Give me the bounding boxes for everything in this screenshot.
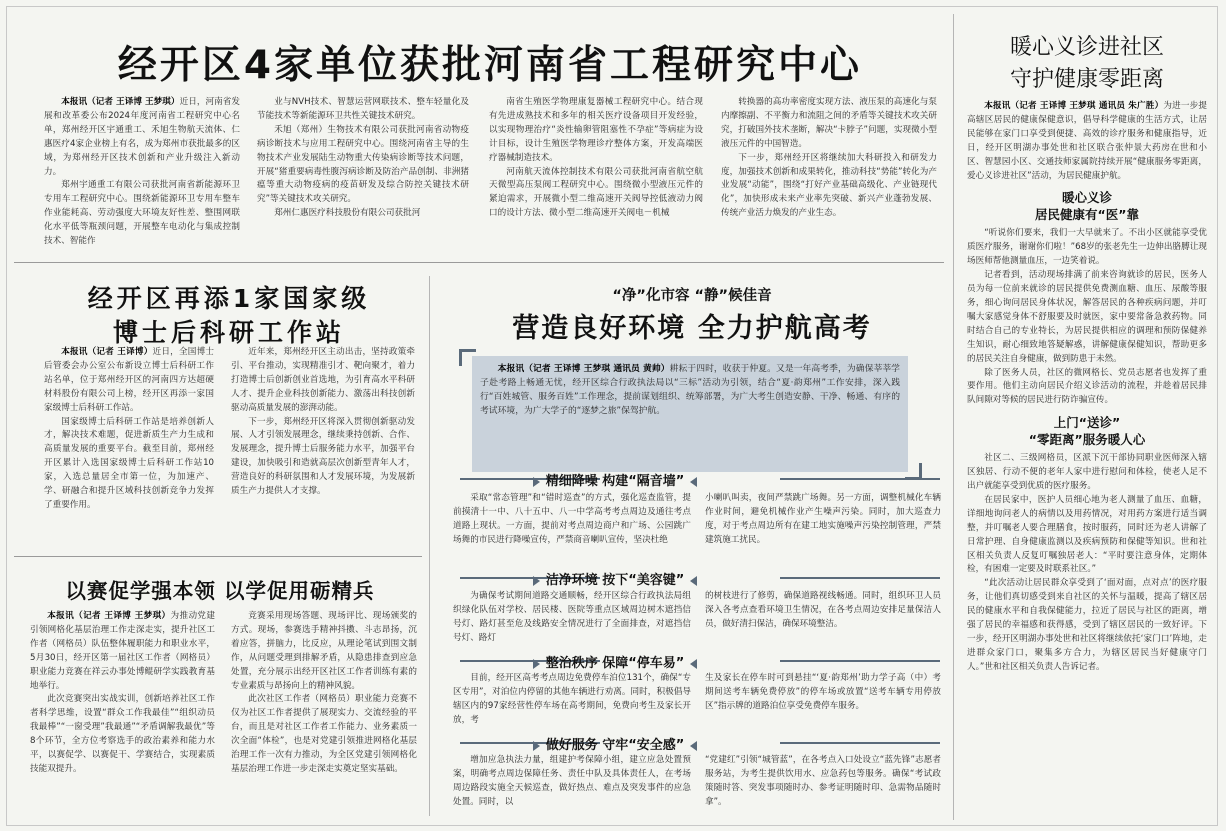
story1-para: 本报讯（记者 王译博 王梦琪）近日，河南省发展和改革委公布2024年度河南省工程研究中心名单，郑州经开区宇通重工、禾旭生物航天流体、仁惠医疗4家企业榜上有名，成为郑州市获批最多的区域，为郑州经开区技术创新和产业升级注入新动力。 xyxy=(44,97,240,177)
sidebar-byline: 本报讯（记者 王译博 王梦琪 通讯员 朱广胜） xyxy=(984,101,1164,111)
sidebar-headline-line2: 守护健康零距离 xyxy=(1009,67,1164,92)
divider-line xyxy=(14,262,944,263)
intro-box-corner xyxy=(459,349,476,366)
story1-col1 xyxy=(44,96,240,248)
triangle-icon xyxy=(533,477,540,487)
triangle-icon xyxy=(533,576,540,586)
section-deco-line xyxy=(780,742,940,744)
story1-col3 xyxy=(489,96,703,248)
section-text: 目前，经开区高考考点周边免费停车泊位131个，确保“专区专用”，对泊位内停留的其他车辆进行劝离。同时，积极倡导辖区内的97家经营性停车场在高考期间，免费向考生及家长开放，考 xyxy=(453,673,691,725)
sidebar-para: “听说你们要来，我们一大早就来了。不出小区就能享受优质医疗服务，谢谢你们啦！”68岁的张老先生一边伸出胳膊让现场医师帮他测量血压，一边笑着说。 xyxy=(967,228,1207,267)
sidebar-para: “此次活动让居民群众享受到了‘面对面，点对点’的医疗服务，让他们真切感受到来自社区的关怀与温暖，提高了辖区居民的健康水平和自我保健能力，拉近了居民与社区的距离，增强了居民的幸福感和获得感，受到了辖区居民的一致好评。下一步，经开区明湖办事处世和社区将继续依托‘家门口’阵地，走进群众家门口，聚集多方合力，为辖区居民当好健康守门人。”世和社区相关负责人告诉记者。 xyxy=(967,578,1207,672)
story3-col2 xyxy=(231,610,417,820)
section-text: “党建红”引领“城管蓝”，在各考点入口处设立“蓝先锋”志愿者服务站，为考生提供饮用水、应急药包等服务。确保“考试政策随时答、突发事项随时办、参考证明随时印、急需物品随时拿”。 xyxy=(705,755,941,807)
triangle-icon xyxy=(533,659,540,669)
triangle-icon xyxy=(690,576,697,586)
story3-para: 本报讯（记者 王译博 王梦琪）为推动党建引领网格化基层治理工作走深走实，提升社区工作者（网格员）队伍整体履职能力和职业水平，5月30日，经开区第一届社区工作者（网格员）职业能力竞赛在祥云办事处博鲲研学实践教育基地举行。 xyxy=(30,611,215,691)
section4-title: 做好服务 守牢“安全感” xyxy=(455,734,775,753)
story1-para: 郑州宇通重工有限公司获批河南省新能源环卫专用车工程研究中心。围绕新能源环卫专用车整车作业能耗高、劳动强度大环境友好性差、整围网联化水平低等瓶颈问题，开展整车电动化与集成控制技术、智能作 xyxy=(44,180,240,247)
section4-right xyxy=(705,754,941,824)
feature-headline: 营造良好环境 全力护航高考 xyxy=(512,313,872,344)
section-text: 的树枝进行了修剪，确保道路视线畅通。同时，组织环卫人员深入各考点查看环境卫生情况，在各考点周边安排足量保洁人员，做好清扫保洁，确保环境整洁。 xyxy=(705,591,941,629)
sidebar-para: 社区二、三级网格员，区派下沉干部协同职业医师深入辖区独居、行动不便的老年人家中进行慰问和体检，使老人足不出户就能享受到优质的医疗服务。 xyxy=(967,453,1207,492)
sidebar-subhead-2: 上门“送诊” “零距离”服务暖人心 xyxy=(1028,415,1146,448)
section-deco-line xyxy=(780,577,940,579)
story3-col1 xyxy=(30,610,215,820)
section-text: 增加应急执法力量，组建护考保障小组，建立应急处置预案，明确考点周边保障任务、责任中队及具体责任人，在考场周边路段实施全天候巡查，做好热点、难点及突发事件的应急处置。同时，以 xyxy=(453,755,691,807)
section3-title: 整治秩序 保障“停车易” xyxy=(455,652,775,671)
section2-title: 洁净环境 按下“美容键” xyxy=(455,569,775,588)
story2-col2 xyxy=(231,346,415,542)
section-deco-line xyxy=(780,660,940,662)
story3-para: 此次竞赛突出实战实训，创新培养社区工作者科学思维，设置“群众工作我最佳”“组织动员我最棒”“一窗受理”我最通”“矛盾调解我最优”等8个环节，全方位考察选手的政治素养和能力水平，以赛促学、以赛促干、学赛结合，实现素质技能双提升。 xyxy=(30,694,215,774)
triangle-icon xyxy=(690,741,697,751)
column-divider xyxy=(429,276,430,816)
section2-right xyxy=(705,590,941,646)
feature-intro-box xyxy=(472,356,908,472)
section2-left xyxy=(453,590,691,646)
story2-para: 国家级博士后科研工作站是培养创新人才，解决技术难题，促进新质生产力生成和高质量发展的重要平台。截至目前，郑州经开区累计入选国家级博士后科研工作站10家，入选总量居全市第一位，为加速产、学、研融合和提升区域科技创新竞争力发挥了重要作用。 xyxy=(44,416,214,510)
story3-para: 此次社区工作者（网格员）职业能力竞赛不仅为社区工作者提供了展现实力、交流经验的平台，而且是对社区工作者工作能力、业务素质一次全面“体检”，也是对党建引领推进网格化基层治理工作一次有力推动，为全区党建引领网格化基层治理工作进一步走深走实奠定坚实基础。 xyxy=(231,694,417,774)
story1-headline: 经开区4家单位获批河南省工程研究中心 xyxy=(117,43,863,88)
section-text: 小喇叭叫卖，夜间严禁跳广场舞。另一方面，调整机械化车辆作业时间，避免机械作业产生噪声污染。同时，加大巡查力度，对于考点周边所有在建工地实施噪声污染控制管理，严禁建筑施工扰民。 xyxy=(705,493,941,545)
section-text: 生及家长在停车时可到悬挂“‘夏·韵郑州’助力学子高（中）考期间送考车辆免费停放”的停车场或放置“送考车辆专用停放区”指示牌的道路泊位享受免费停车服务。 xyxy=(705,673,941,711)
section4-left xyxy=(453,754,691,824)
sidebar-headline xyxy=(962,32,1212,96)
story1-col4 xyxy=(721,96,937,248)
triangle-icon xyxy=(533,741,540,751)
story1-para: 南省生殖医学物理康复器械工程研究中心。结合现有先进成熟技术和多年的相关医疗设备项目开发经验，以实现物理治疗“炎性输卵管阻塞性不孕症”等病症为设计目标，设计生殖医学物理诊疗整体方案，开发高端医疗器械制造技术。 xyxy=(489,97,703,163)
story2-headline xyxy=(44,282,414,350)
story2-para: 近年来，郑州经开区主动出击，坚持政策牵引、平台推动，实现精准引才、靶向聚才，着力打造博士后创新创业首选地，为引育高水平科研人才、提升企业科技创新能力、激荡出科技创新驱动高质量发展的澎湃动能。 xyxy=(231,347,415,413)
section3-left xyxy=(453,672,691,728)
column-divider xyxy=(953,14,954,820)
sidebar-subhead-1: 暖心义诊 居民健康有“医”靠 xyxy=(1035,190,1139,223)
story2-headline-line2: 博士后科研工作站 xyxy=(112,318,345,347)
sidebar-lead: 本报讯（记者 王译博 王梦琪 通讯员 朱广胜）为进一步提高辖区居民的健康保健意识，倡导科学健康的生活方式，让居民能够在家门口享受到便捷、高效的诊疗服务和健康指导，近日，经开区明湖办事处世和社区联合张仲景大药房在世和小区、智慧园小区、交通技师家属院持续开展“健康服务零距离，爱心义诊进社区”活动，为居民健康护航。 xyxy=(967,101,1207,181)
story2-col1 xyxy=(44,346,214,542)
triangle-icon xyxy=(690,477,697,487)
story1-para: 禾旭（郑州）生物技术有限公司获批河南省动物疫病诊断技术与应用工程研究中心。围绕河南省主导的生物技术产业发展陆生动物重大传染病诊断等技术问题，开展“猪重要病毒性腹泻病诊断及防治产品创制、非洲猪瘟等重大动物疫病的疫苗研发及综合防控关键技术研究”等关键技术攻关研究。 xyxy=(257,124,469,205)
section1-left xyxy=(453,492,691,562)
story1-byline: 本报讯（记者 王译博 王梦琪） xyxy=(61,97,180,107)
story3-byline: 本报讯（记者 王译博 王梦琪） xyxy=(47,611,171,621)
story1-para: 郑州仁惠医疗科技股份有限公司获批河 xyxy=(274,208,421,219)
story1-para: 河南航天流体控制技术有限公司获批河南省航空航天微型高压泵阀工程研究中心。围绕微小型液压元件的紧迫需求，开展微小型二维高速开关阀导控低液动力阀口的设计方法、微小型二维高速开关阀电－机械 xyxy=(489,166,703,219)
story1-para: 转换器的高功率密度实现方法、液压泵的高速化与泵内摩擦副、不平衡力和流阻之间的矛盾等关键技术攻关研究，打破国外技术垄断，解决“卡脖子”问题，实现微小型液压元件的中国智造。 xyxy=(721,97,937,149)
divider-line xyxy=(14,556,422,557)
sidebar-headline-line1: 暖心义诊进社区 xyxy=(1009,35,1164,60)
section1-title: 精细降噪 构建“隔音墙” xyxy=(455,470,775,489)
story2-headline-line1: 经开区再添1家国家级 xyxy=(87,284,371,313)
section-deco-line xyxy=(780,478,940,480)
sidebar-para: 记者看到，活动现场排满了前来咨询就诊的居民，医务人员为每一位前来就诊的居民提供免费测血糖、血压、尿酸等服务，细心询问居民身体状况，解答居民的各种疾病问题，并叮嘱大家感觉身体不舒服要及时就医，家中要常备急救药物。同时结合自己的专业特长，为居民提供相应的调理和预防保健养生知识，耐心细致地答疑解惑，讲解健康保健知识，帮助更多的居民关注自身健康，做到防患于未然。 xyxy=(967,270,1207,364)
story1-col2 xyxy=(257,96,469,248)
feature-kicker: “净”化市容 “静”候佳音 xyxy=(612,288,772,304)
triangle-icon xyxy=(690,659,697,669)
section-text: 采取“常态管理”和“错时巡查”的方式，强化巡查监管，提前摸清十一中、八十五中、八一中学高考考点周边及通往考点道路上现状。一方面，提前对考点周边商户和广场、公园跳广场舞的市民进行降噪宣传，严禁商音喇叭宣传，坚决杜绝 xyxy=(453,493,691,545)
section-text: 为确保考试期间道路交通顺畅，经开区综合行政执法局组织绿化队伍对学校、居民楼、医院等重点区域周边树木遮挡信号灯、路灯甚至危及线路安全情况进行了全面排查，对遮挡信号灯、路灯 xyxy=(453,591,691,643)
story1-para: 业与NVH技术、智慧运营网联技术、整车轻量化及节能技术等新能源环卫共性关键技术研究。 xyxy=(257,97,469,121)
story2-para: 本报讯（记者 王译博）近日，全国博士后管委会办公室公布新设立博士后科研工作站名单，位于郑州经开区的河南四方达超硬材料股份有限公司上榜，经开区再添一家国家级博士后科研工作站。 xyxy=(44,347,214,413)
feature-intro: 本报讯（记者 王译博 王梦琪 通讯员 黄帅）耕耘于四时，收获于仲夏。又是一年高考季，为确保莘莘学子赴考路上畅通无忧，经开区综合行政执法局以“三标”活动为引领，结合“夏·韵郑州”工作安排，深入践行“百姓城管、服务百姓”工作理念，提前谋划组织、统筹部署，为广大考生创造安静、干净、畅通、有序的考试环境，为广大学子的“逐梦之旅”保驾护航。 xyxy=(480,364,900,416)
feature-intro-byline: 本报讯（记者 王译博 王梦琪 通讯员 黄帅） xyxy=(497,364,670,374)
story1-para: 下一步，郑州经开区将继续加大科研投入和研发力度，加强技术创新和成果转化，推动科技“势能”转化为产业发展“动能”，围绕“打好产业基础高级化、产业链现代化”，加快形成未来产业率先突破、新兴产业蓬勃发展、传统产业活力焕发的产业生态。 xyxy=(721,152,937,219)
sidebar-para: 在居民家中，医护人员细心地为老人测量了血压、血糖，详细地询问老人的病情以及用药情况，对用药方案进行适当调整，并叮嘱老人要合理膳食，按时服药，同时还为老人讲解了日常护理、自身健康监测以及疾病预防和保健等知识。世和社区相关负责人反复叮嘱独居老人：“平时要注意身体，定期体检，有困难一定要及时联系社区。” xyxy=(967,494,1207,575)
sidebar-para: 除了医务人员，社区的微网格长、党员志愿者也发挥了重要作用。他们主动向居民介绍义诊活动的流程，并趁着居民排队间隙对等候的居民进行防诈骗宣传。 xyxy=(967,367,1207,406)
story3-para: 竞赛采用现场答题、现场评比、现场颁奖的方式。现场，参赛选手精神抖擞、斗志昂扬，沉着应答，拼脑力，比反应，从理论笔试到围文制作，从问题受理到排解矛盾，从隐患排查到应急处置，充分展示出经开区社区工作者训练有素的专业素质与昂扬向上的精神风貌。 xyxy=(231,611,417,691)
sidebar-body xyxy=(967,100,1207,822)
story2-para: 下一步，郑州经开区将深入贯彻创新驱动发展、人才引领发展理念，继续秉持创新、合作、发展理念，提升博士后服务能力水平，加强平台建设，加快吸引和造就高层次创新型青年人才，营造良好的科研氛围和人才发展环境，为发展新质生产力提供人才支撑。 xyxy=(231,416,415,497)
story2-byline: 本报讯（记者 王译博） xyxy=(61,347,153,357)
story3-headline: 以赛促学强本领 以学促用砺精兵 xyxy=(65,579,375,603)
section1-right xyxy=(705,492,941,562)
section3-right xyxy=(705,672,941,728)
